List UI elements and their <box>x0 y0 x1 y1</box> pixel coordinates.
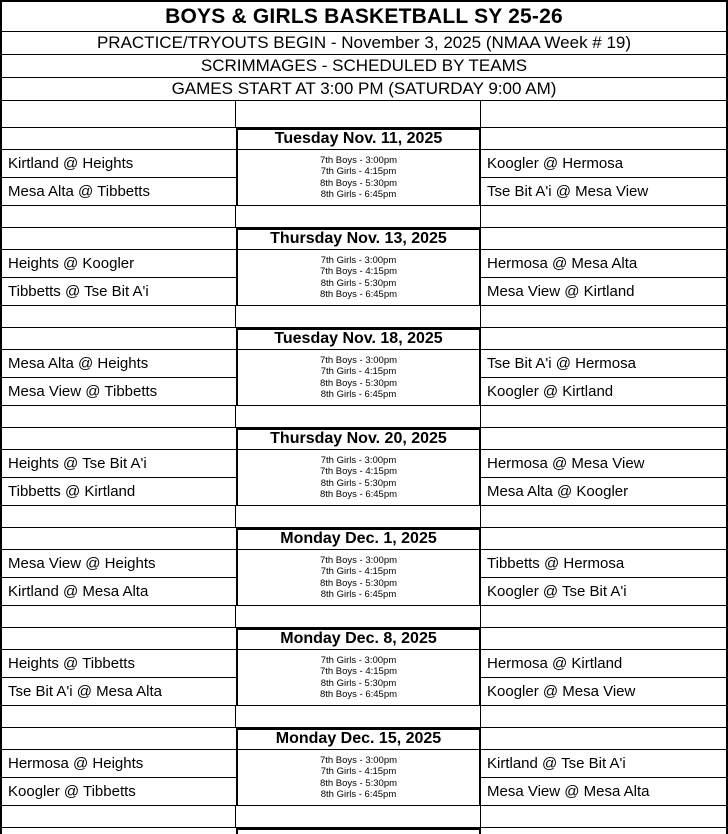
right-games-column <box>481 550 726 606</box>
game-cell <box>2 450 236 478</box>
date-header-label: Monday Dec. 15, 2025 <box>275 730 442 747</box>
game-cell <box>481 350 726 378</box>
spacer-cell-right <box>481 806 726 828</box>
game-cell <box>2 278 236 306</box>
spacer-cell-right <box>481 206 726 228</box>
spacer-cell-middle <box>236 506 481 528</box>
time-line: 7th Girls - 3:00pm <box>320 654 397 666</box>
games-row <box>2 650 726 706</box>
spacer-cell-middle <box>236 206 481 228</box>
game-label: Hermosa @ Kirtland <box>487 655 623 672</box>
spacer-cell-right <box>481 306 726 328</box>
game-cell <box>2 550 236 578</box>
time-line: 7th Boys - 3:00pm <box>319 754 398 766</box>
game-cell <box>481 750 726 778</box>
game-cell <box>2 750 236 778</box>
time-line: 8th Girls - 6:45pm <box>320 589 397 600</box>
time-line: 8th Boys - 6:45pm <box>319 489 398 500</box>
game-cell <box>2 678 236 706</box>
date-header <box>236 528 481 550</box>
game-cell <box>481 550 726 578</box>
date-header-label: Tuesday Nov. 11, 2025 <box>274 130 443 147</box>
game-cell <box>2 578 236 606</box>
date-row-right-cell <box>481 628 726 650</box>
games-row <box>2 450 726 506</box>
left-games-column <box>2 250 236 306</box>
game-label: Koogler @ Tse Bit A'i <box>487 583 627 600</box>
game-label: Heights @ Tse Bit A'i <box>8 455 147 472</box>
schedule-blocks <box>2 101 726 834</box>
date-header-label: Thursday Nov. 13, 2025 <box>270 230 447 247</box>
game-label: Koogler @ Hermosa <box>487 155 624 172</box>
time-line: 7th Girls - 4:15pm <box>320 566 397 577</box>
time-line: 8th Boys - 6:45pm <box>319 689 398 700</box>
times-cell <box>236 350 481 406</box>
spacer-cell-middle <box>236 806 481 828</box>
spacer-cell-left <box>2 506 236 528</box>
time-line: 7th Boys - 4:15pm <box>319 266 398 277</box>
game-label: Tse Bit A'i @ Mesa Alta <box>8 683 162 700</box>
game-label: Koogler @ Tibbetts <box>8 783 136 800</box>
date-header <box>236 428 481 450</box>
date-row <box>2 828 726 834</box>
date-row-left-cell <box>2 528 236 550</box>
time-line: 7th Girls - 4:15pm <box>320 166 397 177</box>
schedule-block <box>2 306 726 406</box>
date-header <box>236 728 481 750</box>
time-line: 8th Boys - 5:30pm <box>319 577 398 589</box>
game-label: Tibbetts @ Tse Bit A'i <box>8 283 149 300</box>
game-cell <box>481 378 726 406</box>
game-label: Heights @ Koogler <box>8 255 135 272</box>
time-line: 7th Girls - 4:15pm <box>320 366 397 377</box>
date-row <box>2 228 726 250</box>
date-row-right-cell <box>481 328 726 350</box>
practice-tryouts-line: PRACTICE/TRYOUTS BEGIN - November 3, 2025 (NMAA Week # 19) <box>2 32 726 55</box>
schedule-block <box>2 706 726 806</box>
game-cell <box>481 450 726 478</box>
date-row-right-cell <box>481 728 726 750</box>
game-label: Hermosa @ Heights <box>8 755 144 772</box>
schedule-block <box>2 606 726 706</box>
date-header <box>236 328 481 350</box>
spacer-row <box>2 406 726 428</box>
left-games-column <box>2 350 236 406</box>
date-header-label: Tuesday Nov. 18, 2025 <box>274 330 443 347</box>
date-row-left-cell <box>2 228 236 250</box>
time-line: 7th Boys - 3:00pm <box>319 154 398 166</box>
spacer-cell-middle <box>236 706 481 728</box>
spacer-cell-right <box>481 406 726 428</box>
left-games-column <box>2 650 236 706</box>
date-row-left-cell <box>2 828 236 834</box>
date-header <box>236 228 481 250</box>
left-games-column <box>2 450 236 506</box>
game-label: Tse Bit A'i @ Mesa View <box>487 183 649 200</box>
times-cell <box>236 150 481 206</box>
games-row <box>2 350 726 406</box>
time-line: 8th Boys - 6:45pm <box>319 289 398 300</box>
game-label: Mesa View @ Heights <box>8 555 156 572</box>
time-line: 8th Boys - 5:30pm <box>319 777 398 789</box>
time-line: 7th Girls - 3:00pm <box>320 254 397 266</box>
time-line: 7th Boys - 3:00pm <box>319 354 398 366</box>
game-label: Mesa Alta @ Koogler <box>487 483 629 500</box>
right-games-column <box>481 750 726 806</box>
game-label: Koogler @ Mesa View <box>487 683 636 700</box>
times-cell <box>236 450 481 506</box>
spacer-cell-left <box>2 406 236 428</box>
game-cell <box>481 578 726 606</box>
date-header-label: Monday Dec. 8, 2025 <box>280 630 437 647</box>
game-label: Heights @ Tibbetts <box>8 655 135 672</box>
times-cell <box>236 650 481 706</box>
time-line: 8th Girls - 6:45pm <box>320 789 397 800</box>
time-line: 8th Girls - 5:30pm <box>320 677 397 689</box>
date-header <box>236 128 481 150</box>
game-cell <box>2 350 236 378</box>
game-label: Hermosa @ Mesa Alta <box>487 255 638 272</box>
game-cell <box>2 378 236 406</box>
left-games-column <box>2 750 236 806</box>
right-games-column <box>481 450 726 506</box>
game-label: Koogler @ Kirtland <box>487 383 614 400</box>
spacer-cell-middle <box>236 406 481 428</box>
time-line: 8th Girls - 6:45pm <box>320 389 397 400</box>
game-cell <box>481 778 726 806</box>
date-row-right-cell <box>481 428 726 450</box>
spacer-cell-middle <box>236 306 481 328</box>
game-label: Mesa View @ Mesa Alta <box>487 783 650 800</box>
date-header-label: Monday Dec. 1, 2025 <box>280 530 437 547</box>
time-line: 7th Boys - 4:15pm <box>319 466 398 477</box>
left-games-column <box>2 550 236 606</box>
time-line: 8th Girls - 6:45pm <box>320 189 397 200</box>
date-header-label: Thursday Nov. 20, 2025 <box>270 430 447 447</box>
game-cell <box>2 650 236 678</box>
game-cell <box>2 778 236 806</box>
game-cell <box>2 478 236 506</box>
spacer-cell-left <box>2 101 236 128</box>
schedule-block <box>2 101 726 206</box>
time-line: 8th Girls - 5:30pm <box>320 477 397 489</box>
date-row-right-cell <box>481 528 726 550</box>
time-line: 7th Boys - 3:00pm <box>319 554 398 566</box>
right-games-column <box>481 350 726 406</box>
schedule-block <box>2 806 726 834</box>
times-cell <box>236 250 481 306</box>
time-line: 8th Girls - 5:30pm <box>320 277 397 289</box>
right-games-column <box>481 150 726 206</box>
spacer-cell-left <box>2 306 236 328</box>
date-row-left-cell <box>2 628 236 650</box>
spacer-row <box>2 706 726 728</box>
spacer-cell-middle <box>236 606 481 628</box>
date-row <box>2 328 726 350</box>
game-label: Tibbetts @ Hermosa <box>487 555 625 572</box>
scrimmages-line: SCRIMMAGES - SCHEDULED BY TEAMS <box>2 55 726 78</box>
schedule-block <box>2 406 726 506</box>
game-cell <box>2 178 236 206</box>
spacer-cell-left <box>2 206 236 228</box>
date-row-left-cell <box>2 428 236 450</box>
date-header <box>236 628 481 650</box>
page-title: BOYS & GIRLS BASKETBALL SY 25-26 <box>2 2 726 32</box>
spacer-cell-right <box>481 606 726 628</box>
time-line: 8th Boys - 5:30pm <box>319 177 398 189</box>
right-games-column <box>481 250 726 306</box>
date-row <box>2 128 726 150</box>
date-row-left-cell <box>2 328 236 350</box>
schedule-block <box>2 206 726 306</box>
date-row <box>2 628 726 650</box>
spacer-row <box>2 606 726 628</box>
spacer-cell-left <box>2 706 236 728</box>
time-line: 7th Girls - 3:00pm <box>320 454 397 466</box>
game-cell <box>481 178 726 206</box>
game-cell <box>2 250 236 278</box>
times-cell <box>236 750 481 806</box>
game-label: Kirtland @ Heights <box>8 155 134 172</box>
games-row <box>2 150 726 206</box>
times-cell <box>236 550 481 606</box>
date-row <box>2 728 726 750</box>
spacer-cell-left <box>2 606 236 628</box>
game-label: Mesa Alta @ Heights <box>8 355 149 372</box>
date-row-left-cell <box>2 728 236 750</box>
date-row-right-cell <box>481 128 726 150</box>
game-cell <box>481 678 726 706</box>
game-cell <box>2 150 236 178</box>
spacer-row <box>2 306 726 328</box>
game-cell <box>481 478 726 506</box>
date-row-right-cell <box>481 228 726 250</box>
spacer-row <box>2 101 726 128</box>
game-cell <box>481 278 726 306</box>
date-row-left-cell <box>2 128 236 150</box>
game-label: Kirtland @ Mesa Alta <box>8 583 149 600</box>
spacer-row <box>2 506 726 528</box>
game-label: Kirtland @ Tse Bit A'i <box>487 755 626 772</box>
time-line: 7th Girls - 4:15pm <box>320 766 397 777</box>
game-cell <box>481 650 726 678</box>
game-cell <box>481 250 726 278</box>
time-line: 8th Boys - 5:30pm <box>319 377 398 389</box>
game-label: Hermosa @ Mesa View <box>487 455 645 472</box>
time-line: 7th Boys - 4:15pm <box>319 666 398 677</box>
games-row <box>2 750 726 806</box>
game-label: Mesa View @ Tibbetts <box>8 383 158 400</box>
games-row <box>2 250 726 306</box>
spacer-row <box>2 806 726 828</box>
spacer-cell-left <box>2 806 236 828</box>
schedule-block <box>2 506 726 606</box>
game-label: Tibbetts @ Kirtland <box>8 483 136 500</box>
spacer-cell-right <box>481 506 726 528</box>
right-games-column <box>481 650 726 706</box>
game-cell <box>481 150 726 178</box>
games-start-line: GAMES START AT 3:00 PM (SATURDAY 9:00 AM) <box>2 78 726 101</box>
game-label: Mesa View @ Kirtland <box>487 283 635 300</box>
spacer-cell-right <box>481 706 726 728</box>
game-label: Tse Bit A'i @ Hermosa <box>487 355 636 372</box>
left-games-column <box>2 150 236 206</box>
date-header <box>236 828 481 834</box>
date-row-right-cell <box>481 828 726 834</box>
date-row <box>2 528 726 550</box>
date-row <box>2 428 726 450</box>
game-label: Mesa Alta @ Tibbetts <box>8 183 150 200</box>
games-row <box>2 550 726 606</box>
spacer-cell-right <box>481 101 726 128</box>
spacer-cell-middle <box>236 101 481 128</box>
spacer-row <box>2 206 726 228</box>
